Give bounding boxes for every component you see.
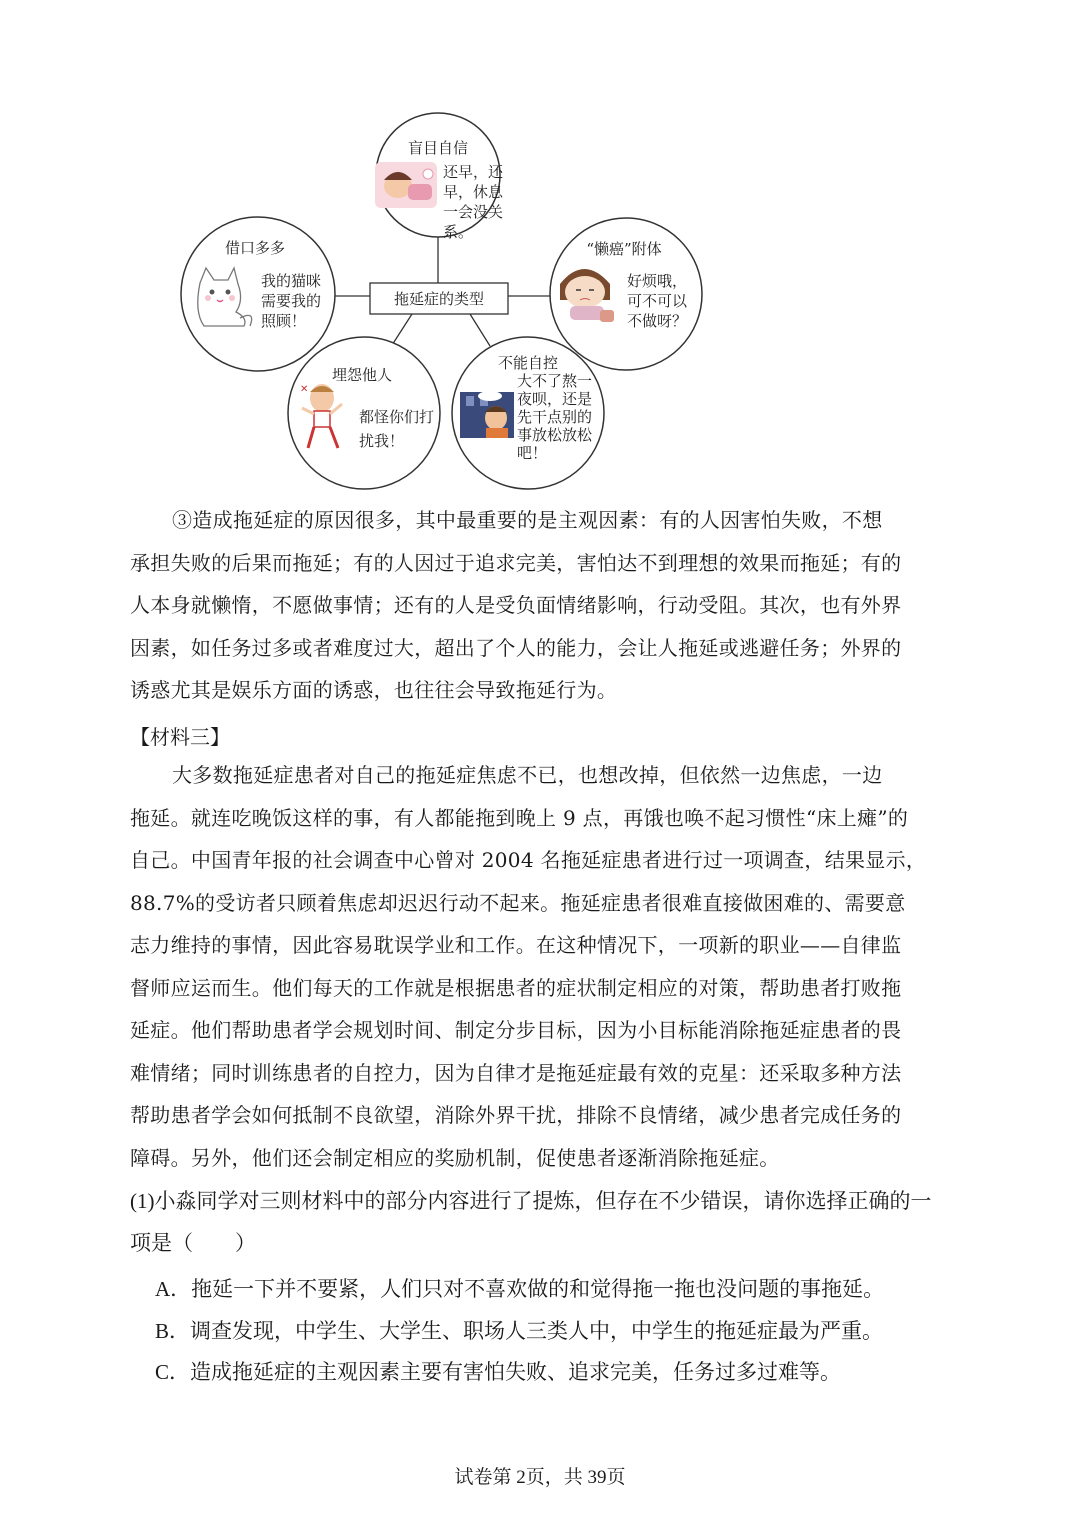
speech-line: 事放松放松 (517, 426, 593, 444)
speech-line: 吧！ (517, 444, 548, 462)
node-speech-blind-confidence (443, 162, 503, 242)
speech-line: 都怪你们打 (359, 408, 435, 426)
text-line: 督师应运而生。他们每天的工作就是根据患者的症状制定相应的对策，帮助患者打败拖 (130, 975, 902, 1000)
speech-line: 夜呗，还是 (517, 390, 593, 408)
node-title-blind-confidence: 盲目自信 (407, 139, 468, 157)
node-title-no-self-control: 不能自控 (497, 354, 558, 372)
paragraph-causes (130, 499, 952, 712)
node-speech-many-excuses (261, 271, 321, 331)
node-speech-lazy (627, 271, 687, 331)
option-b: B．调查发现，中学生、大学生、职场人三类人中，中学生的拖延症最为严重。 (155, 1319, 884, 1343)
speech-line: 还早，还 (443, 163, 504, 181)
speech-line: 扰我！ (359, 432, 405, 450)
node-title-blame-others: 埋怨他人 (331, 366, 392, 384)
speech-line: 先干点别的 (517, 408, 593, 426)
text-line: 大多数拖延症患者对自己的拖延症焦虑不已，也想改掉，但依然一边焦虑，一边 (172, 763, 883, 787)
night-worker-illustration (460, 391, 514, 438)
question-stem (130, 1180, 952, 1264)
text-line: 难情绪；同时训练患者的自控力，因为自律才是拖延症最有效的克星：还采取多种方法 (130, 1060, 902, 1085)
connector-bottom-right (470, 314, 490, 346)
speech-line: 早，休息 (443, 183, 504, 201)
text-line: 帮助患者学会如何抵制不良欲望，消除外界干扰，排除不良情绪，减少患者完成任务的 (130, 1103, 902, 1127)
node-speech-no-self-control (517, 372, 592, 462)
speech-line: 好烦哦， (627, 272, 688, 290)
center-label: 拖延症的类型 (393, 290, 484, 308)
text-line: 志力维持的事情，因此容易耽误学业和工作。在这种情况下，一项新的职业——自律监 (130, 933, 902, 957)
speech-line: 需要我的 (261, 292, 322, 310)
text-line: (1)小淼同学对三则材料中的部分内容进行了提炼，但存在不少错误，请你选择正确的一 (130, 1189, 932, 1213)
speech-line: 系。 (443, 223, 474, 241)
text-line: ③造成拖延症的原因很多，其中最重要的是主观因素：有的人因害怕失败，不想 (172, 508, 883, 532)
speech-line: 我的猫咪 (261, 272, 322, 290)
speech-line: 照顾！ (261, 312, 307, 330)
node-title-many-excuses: 借口多多 (224, 239, 285, 257)
text-line: 项是（ ） (130, 1231, 256, 1255)
option-a: A．拖延一下并不要紧，人们只对不喜欢做的和觉得拖一拖也没问题的事拖延。 (155, 1277, 885, 1301)
text-line: 88.7%的受访者只顾着焦虑却迟迟行动不起来。拖延症患者很难直接做困难的、需要意 (130, 890, 906, 915)
text-line: 诱惑尤其是娱乐方面的诱惑，也往往会导致拖延行为。 (130, 678, 618, 702)
text-line: 延症。他们帮助患者学会规划时间、制定分步目标，因为小目标能消除拖延症患者的畏 (130, 1018, 902, 1042)
node-title-lazy: “懒癌”附体 (586, 240, 662, 258)
speech-line: 大不了熬一 (517, 372, 593, 390)
speech-line: 可不可以 (627, 292, 688, 310)
svg-text:✕: ✕ (300, 384, 309, 395)
text-line: 人本身就懒惰，不愿做事情；还有的人是受负面情绪影响，行动受阻。其次，也有外界 (130, 593, 902, 617)
text-line: 因素，如任务过多或者难度过大，超出了个人的能力，会让人拖延或逃避任务；外界的 (130, 635, 902, 660)
material-three-heading: 【材料三】 (130, 725, 230, 749)
speech-line: 不做呀？ (627, 312, 688, 330)
node-speech-blame-others (359, 405, 434, 453)
option-c: C．造成拖延症的主观因素主要有害怕失败、追求完美，任务过多过难等。 (155, 1360, 842, 1384)
text-line: 承担失败的后果而拖延；有的人因过于追求完美，害怕达不到理想的效果而拖延；有的 (130, 550, 902, 575)
page-footer: 试卷第 2页，共 39页 (454, 1467, 626, 1488)
sleeping-girl-illustration (375, 162, 437, 208)
text-line: 拖延。就连吃晚饭这样的事，有人都能拖到晚上 9 点，再饿也唤不起习惯性“床上瘫”的 (130, 805, 909, 830)
text-line: 自己。中国青年报的社会调查中心曾对 2004 名拖延症患者进行过一项调查，结果显示， (130, 848, 927, 872)
material-three-paragraph (130, 754, 952, 1179)
speech-line: 一会没关 (443, 203, 504, 221)
text-line: 障碍。另外，他们还会制定相应的奖励机制，促使患者逐渐消除拖延症。 (130, 1145, 780, 1170)
procrastination-types-diagram (0, 0, 1080, 500)
